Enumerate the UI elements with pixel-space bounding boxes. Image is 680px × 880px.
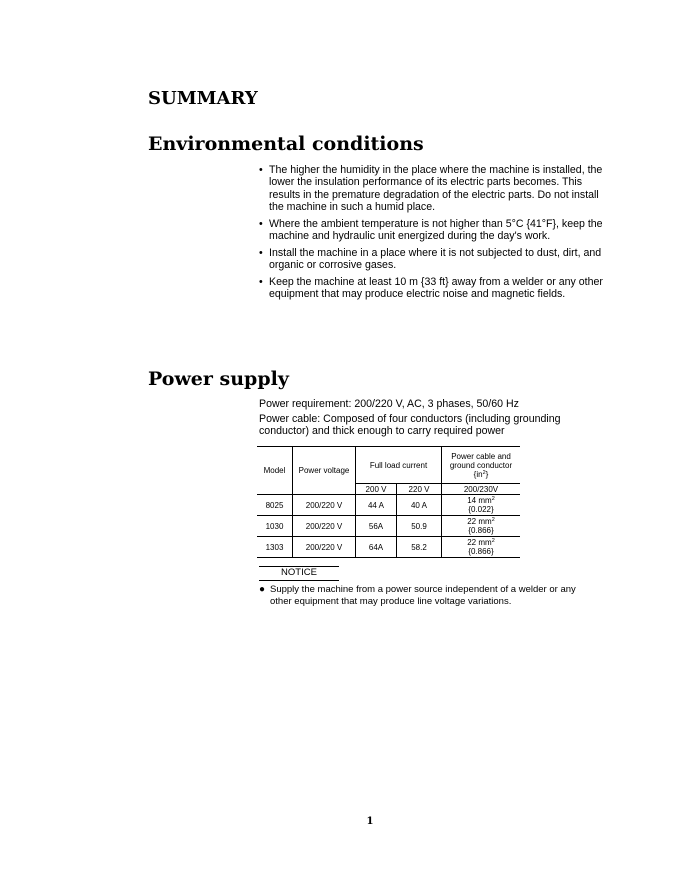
notice-text: Supply the machine from a power source independent of a welder or any other equipment that may produce line voltage variations. — [270, 584, 576, 607]
header-cable-unit: $\{in^2\}$ — [473, 469, 489, 479]
power-requirement-text: Power requirement: 200/220 V, AC, 3 phases, 50/60 Hz — [259, 398, 519, 410]
header-220v: 220 V — [397, 484, 442, 495]
notice-item — [259, 584, 600, 607]
cell-current-200: 56A — [356, 516, 397, 537]
cell-model: 1303 — [257, 537, 293, 558]
cell-cable: 14 $mm^2$ {0.022} — [442, 495, 521, 516]
list-item — [259, 164, 604, 213]
cell-cable: 22 $mm^2$ {0.866} — [442, 516, 521, 537]
header-200-230v: 200/230V — [442, 484, 521, 495]
list-item — [259, 247, 604, 272]
cell-voltage: 200/220 V — [293, 537, 356, 558]
cell-model: 8025 — [257, 495, 293, 516]
bullet-text: Install the machine in a place where it is not subjected to dust, dirt, and organic or corrosive gases. — [269, 246, 602, 272]
table-row — [257, 495, 520, 516]
cell-voltage: 200/220 V — [293, 495, 356, 516]
header-power-voltage: Power voltage — [293, 447, 356, 495]
header-200v: 200 V — [356, 484, 397, 495]
bullet-icon: ● — [259, 584, 266, 595]
bullet-icon: • — [259, 217, 263, 230]
summary-heading: SUMMARY — [148, 88, 258, 109]
header-model: Model — [257, 447, 293, 495]
bullet-icon: • — [259, 275, 263, 288]
environmental-bullet-list — [259, 164, 604, 305]
power-spec-table — [257, 446, 520, 558]
cell-current-200: 64A — [356, 537, 397, 558]
cell-current-220: 40 A — [397, 495, 442, 516]
page-number: 1 — [366, 816, 374, 827]
power-supply-heading: Power supply — [148, 368, 289, 390]
cell-current-200: 44 A — [356, 495, 397, 516]
header-full-load-current: Full load current — [356, 447, 442, 484]
list-item — [259, 218, 604, 243]
table-row — [257, 537, 520, 558]
notice-divider-bottom — [259, 580, 339, 581]
bullet-text: The higher the humidity in the place where the machine is installed, the lower the insulation performance of its electric parts becomes. This results in the premature degradation of the electric parts. Do not install the machine in such a humid place. — [269, 164, 603, 213]
header-cable-label: Power cable and ground conductor — [449, 451, 513, 470]
power-cable-text: Power cable: Composed of four conductors (including grounding conductor) and thick enough to carry required power — [259, 413, 561, 438]
bullet-text: Keep the machine at least 10 m {33 ft} away from a welder or any other equipment that may produce electric noise and magnetic fields. — [269, 275, 603, 301]
environmental-conditions-heading: Environmental conditions — [148, 133, 424, 155]
bullet-text: Where the ambient temperature is not higher than 5°C {41°F}, keep the machine and hydraulic unit energized during the day's work. — [269, 217, 603, 242]
notice-label: NOTICE — [281, 567, 317, 578]
bullet-icon: • — [259, 246, 263, 259]
cell-current-220: 50.9 — [397, 516, 442, 537]
cell-voltage: 200/220 V — [293, 516, 356, 537]
cell-cable: 22 $mm^2$ {0.866} — [442, 537, 521, 558]
cell-model: 1030 — [257, 516, 293, 537]
table-row — [257, 516, 520, 537]
bullet-icon: • — [259, 164, 263, 176]
header-power-cable — [442, 447, 521, 484]
cell-current-220: 58.2 — [397, 537, 442, 558]
list-item — [259, 276, 604, 301]
